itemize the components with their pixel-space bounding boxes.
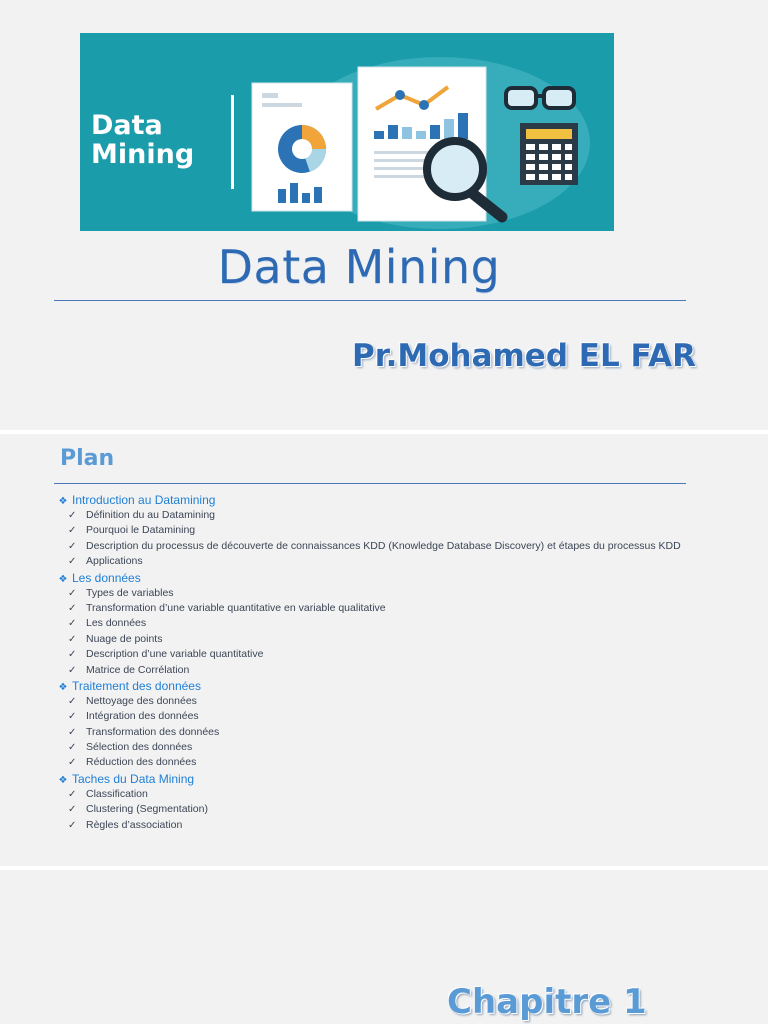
checkmark-icon: ✓ xyxy=(68,540,77,552)
section-heading xyxy=(54,771,754,787)
plan-section xyxy=(54,570,754,678)
report-page-icon xyxy=(252,83,352,211)
list-item xyxy=(54,709,754,724)
list-item xyxy=(54,554,754,569)
section-heading xyxy=(54,678,754,694)
section-heading-text: Traitement des données xyxy=(72,678,201,693)
checkmark-icon: ✓ xyxy=(68,819,77,831)
checkmark-icon: ✓ xyxy=(68,804,77,816)
checkmark-icon: ✓ xyxy=(68,757,77,769)
section-heading xyxy=(54,492,754,508)
diamond-bullet-icon: ❖ xyxy=(58,681,68,693)
checkmark-icon: ✓ xyxy=(68,695,77,707)
slide-title-text: Data Mining xyxy=(217,240,501,294)
banner-line-2: Mining xyxy=(91,139,195,170)
chapter-slide xyxy=(0,870,768,1024)
list-item-text: Règles d’association xyxy=(86,818,183,831)
list-item-text: Nettoyage des données xyxy=(86,694,197,707)
calculator-icon xyxy=(520,123,578,185)
plan-section xyxy=(54,771,754,833)
data-mining-banner xyxy=(80,33,614,231)
list-item-text: Nuage de points xyxy=(86,632,163,645)
list-item-text: Transformation des données xyxy=(86,725,220,738)
list-item-text: Pourquoi le Datamining xyxy=(86,524,196,537)
banner-divider xyxy=(231,95,234,189)
plan-outline xyxy=(54,492,754,833)
list-item xyxy=(54,818,754,833)
list-item-text: Sélection des données xyxy=(86,741,193,754)
section-heading-text: Introduction au Datamining xyxy=(72,493,216,507)
checkmark-icon: ✓ xyxy=(68,726,77,738)
list-item xyxy=(54,586,754,601)
diamond-bullet-icon: ❖ xyxy=(58,774,68,786)
checkmark-icon: ✓ xyxy=(68,649,77,661)
diamond-bullet-icon: ❖ xyxy=(58,496,68,507)
slide-title xyxy=(0,240,768,294)
list-item xyxy=(54,755,754,770)
checkmark-icon: ✓ xyxy=(68,602,77,614)
list-item xyxy=(54,647,754,662)
list-item-text: Les données xyxy=(86,617,147,630)
section-heading-text: Taches du Data Mining xyxy=(72,771,195,786)
list-item-text: Matrice de Corrélation xyxy=(86,663,190,676)
title-slide xyxy=(0,0,768,430)
list-item xyxy=(54,740,754,755)
list-item-text: Clustering (Segmentation) xyxy=(86,803,208,816)
list-item-text: Réduction des données xyxy=(86,756,197,769)
list-item-text: Intégration des données xyxy=(86,710,199,723)
plan-section xyxy=(54,492,754,570)
list-item-text: Définition du au Datamining xyxy=(86,509,215,521)
list-item xyxy=(54,632,754,647)
list-item xyxy=(54,725,754,740)
list-item xyxy=(54,663,754,678)
checkmark-icon: ✓ xyxy=(68,525,77,537)
list-item xyxy=(54,601,754,616)
checkmark-icon: ✓ xyxy=(68,618,77,630)
checkmark-icon: ✓ xyxy=(68,633,77,645)
chapter-title: Chapitre 1 xyxy=(447,982,647,1022)
list-item xyxy=(54,616,754,631)
list-item-text: Classification xyxy=(86,787,148,800)
checkmark-icon: ✓ xyxy=(68,587,77,599)
list-item-text: Description d’une variable quantitative xyxy=(86,648,264,661)
checkmark-icon: ✓ xyxy=(68,510,77,521)
list-item-text: Types de variables xyxy=(86,586,174,599)
list-item-text: Transformation d’une variable quantitative en variable qualitative xyxy=(86,601,386,614)
checkmark-icon: ✓ xyxy=(68,742,77,754)
title-underline xyxy=(54,300,686,301)
list-item xyxy=(54,539,754,554)
section-heading xyxy=(54,570,754,586)
analytics-illustration xyxy=(240,33,614,231)
checkmark-icon: ✓ xyxy=(68,711,77,723)
list-item xyxy=(54,508,754,523)
list-item xyxy=(54,523,754,538)
list-item xyxy=(54,802,754,817)
plan-underline xyxy=(54,483,686,484)
list-item xyxy=(54,787,754,802)
diamond-bullet-icon: ❖ xyxy=(58,573,68,585)
banner-line-1: Data xyxy=(91,110,163,141)
plan-section xyxy=(54,678,754,771)
checkmark-icon: ✓ xyxy=(68,664,77,676)
plan-slide xyxy=(0,434,768,866)
list-item-text: Applications xyxy=(86,555,143,568)
list-item xyxy=(54,694,754,709)
section-heading-text: Les données xyxy=(72,570,141,585)
list-item-text: Description du processus de découverte de connaissances KDD (Knowledge Database Discovery) et étapes du processus KDD xyxy=(86,539,681,552)
author-name: Pr.Mohamed EL FAR xyxy=(352,338,697,374)
plan-title: Plan xyxy=(60,446,115,471)
checkmark-icon: ✓ xyxy=(68,788,77,800)
checkmark-icon: ✓ xyxy=(68,556,77,568)
banner-text xyxy=(91,111,194,169)
